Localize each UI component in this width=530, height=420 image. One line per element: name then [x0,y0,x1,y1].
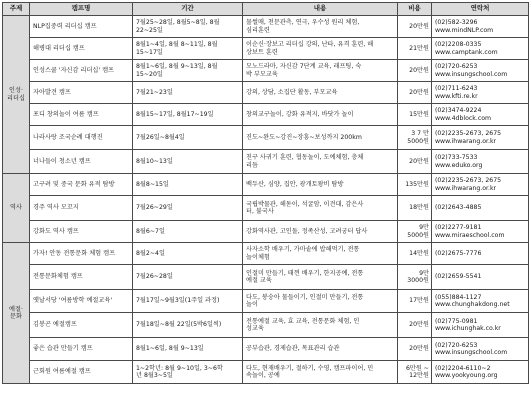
camp-name-cell: 나라사랑 조국순례 대행진 [30,126,133,150]
table-row [3,196,529,221]
cost-cell: 3 7 만 5000원 [398,126,432,150]
content-cell: 다도, 붕숭아 물들이기, 인절미 만들기, 전통 놀이 [243,290,398,313]
table-row [3,104,529,126]
period-cell: 8월15~17일, 8월17~19일 [133,104,243,126]
table-row [3,16,529,38]
camp-name-cell: 해병대 리더십 캠프 [30,38,133,60]
table-row [3,60,529,82]
content-cell: 전통예절 교육, 효 교육, 전통문화 체험, 인 성교육 [243,313,398,338]
contact-cell: (02)733-7533 www.eduko.org [432,150,529,174]
table-row [3,126,529,150]
contact-cell: (02)720-6253 www.insungschool.com [432,338,529,361]
category-cell: 예절· 문화 [3,243,30,384]
category-cell: 인성· 리더십 [3,16,30,174]
cost-cell: 9만 3000원 [398,265,432,290]
camp-name-cell: 경주 역사 모꼬지 [30,196,133,221]
table-row [3,82,529,104]
contact-cell: (02)2235-2673, 2675 www.ihwarang.or.kr [432,126,529,150]
camp-name-cell: 포디 창의놀이 여름 캠프 [30,104,133,126]
contact-cell: (02)2204-6110~2 www.yookyoung.org [432,361,529,384]
content-cell: 국립박물관, 해돋이, 석굴암, 이견대, 감은사 터, 불국사 [243,196,398,221]
cost-cell: 21만원 [398,38,432,60]
camp-table [2,2,529,384]
period-cell: 8월2~4일 [133,243,243,265]
header-cost: 비용 [398,3,432,16]
header-category: 주제 [3,3,30,16]
period-cell: 8월10~13일 [133,150,243,174]
table-row [3,265,529,290]
period-cell: 7월25~28일, 8월5~8일, 8월 22~25일 [133,16,243,38]
cost-cell: 9만 5000원 [398,221,432,243]
contact-cell: (02)2277-9181 www.miraeschool.com [432,221,529,243]
camp-name-cell: 고구려 및 중국 문화 유적 탐방 [30,174,133,196]
camp-name-cell: 옛날서당 '여름방학 예절교육' [30,290,133,313]
header-contact: 연락처 [432,3,529,16]
table-row [3,313,529,338]
content-cell: 진도~완도~강진~장흥~보성까지 200km [243,126,398,150]
camp-name-cell: 좋은 습관 만들기 캠프 [30,338,133,361]
camp-name-cell: 너나들이 청소년 캠프 [30,150,133,174]
cost-cell: 20만원 [398,60,432,82]
period-cell: 7월26~29일 [133,196,243,221]
content-cell: 다도, 현재배우기, 절하기, 수영, 캠프파이어, 민 속놀이, 공예 [243,361,398,384]
cost-cell: 135만원 [398,174,432,196]
content-cell: 강화역사관, 고인돌, 정족산성, 고려궁터 답사 [243,221,398,243]
table-row [3,290,529,313]
content-cell: 친구 사귀기 훈련, 협동놀이, 도예체험, 충체 리듬 [243,150,398,174]
period-cell: 7월21~23일 [133,82,243,104]
content-cell: 물썰매, 천문관측, 연극, 우수성 원리 체험, 심리훈련 [243,16,398,38]
camp-name-cell: 자아발견 캠프 [30,82,133,104]
contact-cell: (02)2235-2673, 2675 www.ihwarang.or.kr [432,174,529,196]
table-row [3,338,529,361]
period-cell: 7월17일~9월3일(1주일 과정) [133,290,243,313]
content-cell: 강의, 상담, 소집단 활동, 부모교육 [243,82,398,104]
contact-cell: (02)3474-9224 www.4dblock.com [432,104,529,126]
cost-cell: 6만원 ~ 12만원 [398,361,432,384]
camp-name-cell: 가자! 안동 전통문화 체험 캠프 [30,243,133,265]
period-cell: 8월8~15일 [133,174,243,196]
content-cell: 공부습관, 경제습관, 목표관리 습관 [243,338,398,361]
period-cell: 7월26일~8월4일 [133,126,243,150]
period-cell: 1~2학년: 8월 9~10일, 3~6학 년 8월3~5일 [133,361,243,384]
category-cell: 역사 [3,174,30,243]
cost-cell: 15만원 [398,104,432,126]
contact-cell: (02)2208-0335 www.camptank.com [432,38,529,60]
header-row [3,3,529,16]
header-period: 기간 [133,3,243,16]
period-cell: 7월18일~8월 22일(5박6일씩) [133,313,243,338]
content-cell: 사자소학 배우기, 가마솥에 밥해먹기, 전통 놀이체험 [243,243,398,265]
header-camp-name: 캠프명 [30,3,133,16]
table-row [3,174,529,196]
contact-cell: (02)711-6243 www.kfti.re.kr [432,82,529,104]
period-cell: 8월1~6일, 8월 9~13일 [133,338,243,361]
contact-cell: (02)582-3296 www.mindNLP.com [432,16,529,38]
contact-cell: (055)884-1127 www.chunghakdong.net [432,290,529,313]
camp-name-cell: 김봉곤 예절캠프 [30,313,133,338]
camp-table-frame [2,2,528,418]
cost-cell: 20만원 [398,150,432,174]
camp-name-cell: NLP집중력 리더십 캠프 [30,16,133,38]
period-cell: 7월26~28일 [133,265,243,290]
contact-cell: (02)775-0981 www.ichunghak.co.kr [432,313,529,338]
cost-cell: 20만원 [398,338,432,361]
table-row [3,361,529,384]
table-row [3,38,529,60]
camp-name-cell: 전통문화체험 캠프 [30,265,133,290]
camp-table-body [3,16,529,384]
contact-cell: (02)2643-4885 [432,196,529,221]
table-row [3,150,529,174]
period-cell: 8월6~7일 [133,221,243,243]
contact-cell: (02)2659-5541 [432,265,529,290]
contact-cell: (02)2675-7776 [432,243,529,265]
cost-cell: 18만원 [398,196,432,221]
cost-cell: 20만원 [398,313,432,338]
content-cell: 이순신·장보고 리더십 강의, 난타, 유격 훈련, 해 상보트 훈련 [243,38,398,60]
contact-cell: (02)720-6253 www.insungschool.com [432,60,529,82]
content-cell: 인절미 만들기, 태껸 배우기, 한지공예, 전통 예절 교육 [243,265,398,290]
content-cell: 모노드라마, 자신감 7단계 교육, 래프팅, 숙 박 부모교육 [243,60,398,82]
cost-cell: 20만원 [398,16,432,38]
camp-name-cell: 근회원 여름예절 캠프 [30,361,133,384]
header-content: 내용 [243,3,398,16]
cost-cell: 20만원 [398,82,432,104]
table-row [3,221,529,243]
table-row [3,243,529,265]
content-cell: 창의교구놀이, 강화 유적지, 바닷가 놀이 [243,104,398,126]
period-cell: 8월1~6일, 8월 9~13일, 8월 15~20일 [133,60,243,82]
cost-cell: 17만원 [398,290,432,313]
camp-name-cell: 인성스쿨 '자신감 리더십' 캠프 [30,60,133,82]
content-cell: 백두산, 심양, 집안, 광개토왕비 탐방 [243,174,398,196]
cost-cell: 14만원 [398,243,432,265]
period-cell: 8월1~4일, 8월 8~11일, 8월 15~17일 [133,38,243,60]
camp-name-cell: 강화도 역사 캠프 [30,221,133,243]
